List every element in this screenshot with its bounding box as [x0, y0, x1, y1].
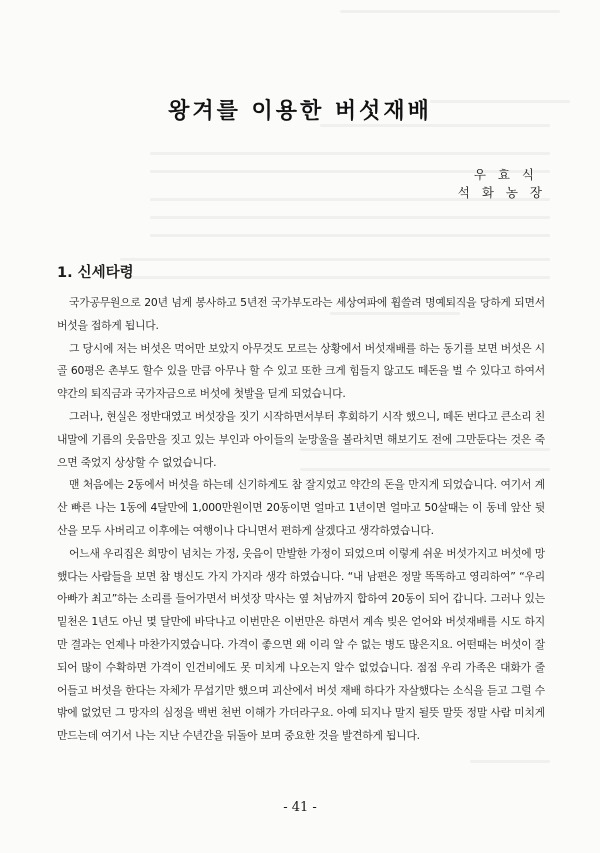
paragraph: 그 당시에 저는 버섯은 먹어만 보았지 아무것도 모르는 상황에서 버섯재배를 하는 동기를 보면 버섯은 시골 60평은 촌부도 할수 있을 만큼 아무나 할 수 있고 또한 크게 힘들지 않고도 떼돈을 벌 수 있다고 하여서 약간의 퇴직금과 국가자금으로 버섯에 첫발을 딛게 되었습니다.: [57, 341, 545, 401]
paragraph: 맨 처음에는 2동에서 버섯을 하는데 신기하게도 참 잘지었고 약간의 돈을 만지게 되었습니다. 여기서 계산 빠른 나는 1동에 4달만에 1,000만원이면 20동이면 얼마고 1년이면 얼마고 50살때는 이 동네 앞산 뒷산을 모두 사버리고 이후에는 여행이나 다니면서 편하게 살겠다고 생각하였습니다.: [57, 478, 545, 537]
paragraph: 국가공무원으로 20년 넘게 봉사하고 5년전 국가부도라는 세상여파에 휩쓸려 명예퇴직을 당하게 되면서 버섯을 접하게 됩니다.: [57, 296, 545, 332]
author-name: 우 효 식: [473, 167, 538, 182]
section-heading: 1. 신세타령: [57, 265, 134, 281]
paragraph: 어느새 우리집은 희망이 넘치는 가정, 웃음이 만발한 가정이 되었으며 이렇게 쉬운 버섯가지고 버섯에 망했다는 사람들을 보면 참 병신도 가지 가지라 생각 하였습니다. “내 남편은 정말 똑똑하고 영리하여” “우리 아빠가 최고”하는 소리를 들어가면서 버섯장 막사는 옆 처남까지 합하여 20동이 되어 갑니다. 그러나 있는 밑천은 1년도 아닌 몇 달만에 바닥나고 이번만은 이번만은 하면서 계속 빚은 얻어와 버섯재배를 시도 하지만 결과는 언제나 마찬가지였습니다. 가격이 좋으면 왜 이리 알 수 없는 병도 많은지요. 어떤때는 버섯이 잘되어 많이 수확하면 가격이 인건비에도 못 미치게 나오는지 알수 없었습니다. 점점 우리 가족은 대화가 줄어들고 버섯을 한다는 자체가 무섭기만 했으며 괴산에서 버섯 재배 하다가 자살했다는 소식을 듣고 그럴 수밖에 없었던 그 망자의 심정을 백번 천번 이해가 가더라구요. 아예 되지나 말지 될뜻 말뜻 정말 사람 미치게 만드는데 여기서 나는 지난 수년간을 뒤돌아 보며 중요한 것을 발견하게 됩니다.: [57, 546, 545, 743]
paragraph: 그러나, 현실은 정반대였고 버섯장을 짓기 시작하면서부터 후회하기 시작 했으니, 떼돈 번다고 큰소리 친 내말에 기름의 웃음만을 짓고 있는 부인과 아이들의 눈망울을 볼라치면 해보기도 전에 그만둔다는 것은 죽으면 죽었지 상상할 수 없었습니다.: [57, 409, 545, 469]
document-title: 왕겨를 이용한 버섯재배: [168, 99, 432, 124]
page-number: - 41 -: [283, 800, 317, 815]
section-body: [57, 292, 545, 748]
author-affiliation: 석 화 농 장: [457, 185, 546, 200]
